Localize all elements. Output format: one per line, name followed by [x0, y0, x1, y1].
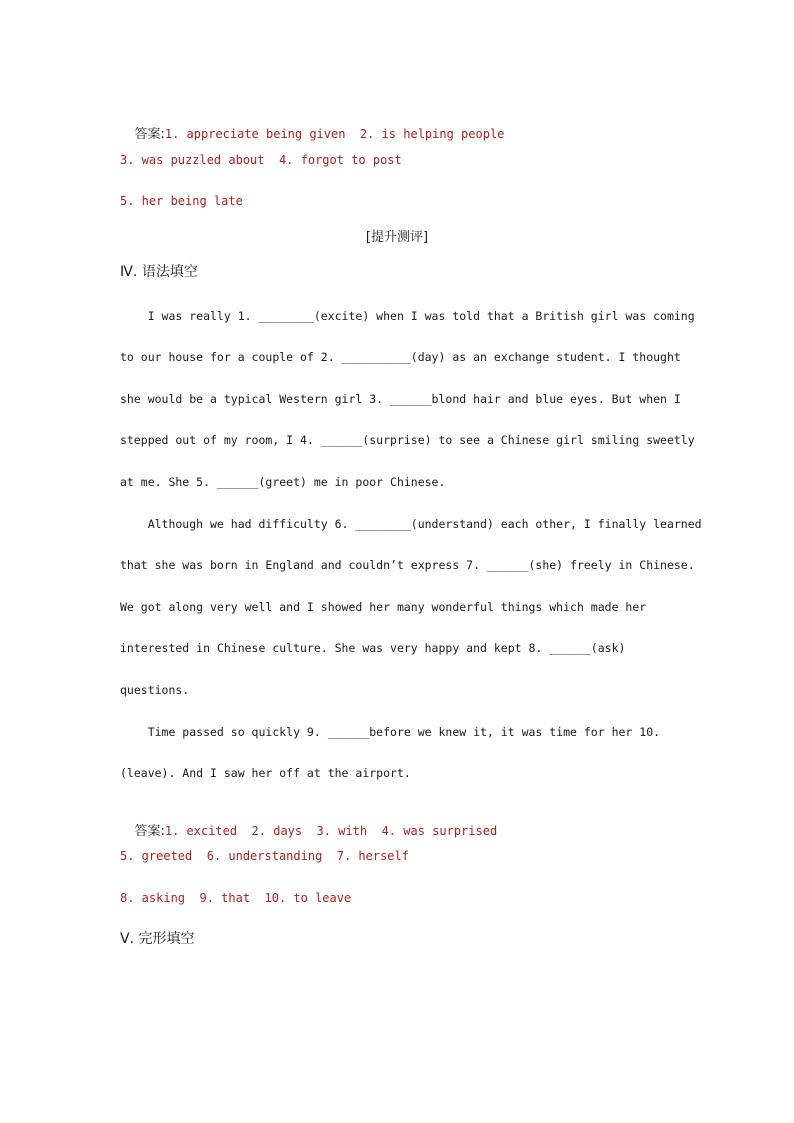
paragraph-line: to our house for a couple of 2. __________(day) as an exchange student. I thought [120, 350, 681, 364]
answer-line-2: 3. was puzzled about 4. forgot to post [120, 153, 402, 167]
answer-line-3: 8. asking 9. that 10. to leave [120, 891, 352, 905]
part-5-title: Ⅴ. 完形填空 [120, 931, 195, 947]
paragraph-line: at me. She 5. ______(greet) me in poor Chinese. [120, 475, 446, 489]
answer-line-1 [120, 110, 504, 143]
answer-line-1 [120, 807, 497, 840]
paragraph-line: stepped out of my room, I 4. ______(surprise) to see a Chinese girl smiling sweetly [120, 433, 695, 447]
section-heading: [提升测评] [365, 230, 429, 245]
paragraph-line: I was really 1. ________(excite) when I was told that a British girl was coming [120, 309, 695, 323]
answer-text: 1. appreciate being given 2. is helping people [164, 127, 505, 141]
paragraph-line: she would be a typical Western girl 3. ______blond hair and blue eyes. But when I [120, 392, 681, 406]
answer-label: 答案: [134, 127, 165, 142]
paragraph-line: Although we had difficulty 6. ________(understand) each other, I finally learned [120, 517, 702, 531]
paragraph-line: Time passed so quickly 9. ______before we knew it, it was time for her 10. [120, 725, 661, 739]
answer-text: 1. excited 2. days 3. with 4. was surprised [164, 824, 498, 838]
answer-line-2: 5. greeted 6. understanding 7. herself [120, 849, 409, 863]
paragraph-line: (leave). And I saw her off at the airport. [120, 766, 411, 780]
paragraph-line: questions. [120, 683, 190, 697]
paragraph-line: that she was born in England and couldn’t express 7. ______(she) freely in Chinese. [120, 558, 695, 572]
paragraph-line: interested in Chinese culture. She was very happy and kept 8. ______(ask) [120, 641, 626, 655]
answer-label: 答案: [134, 824, 165, 839]
paragraph-line: We got along very well and I showed her many wonderful things which made her [120, 600, 647, 614]
part-4-title: Ⅳ. 语法填空 [120, 264, 198, 280]
answer-line-3: 5. her being late [120, 194, 243, 208]
